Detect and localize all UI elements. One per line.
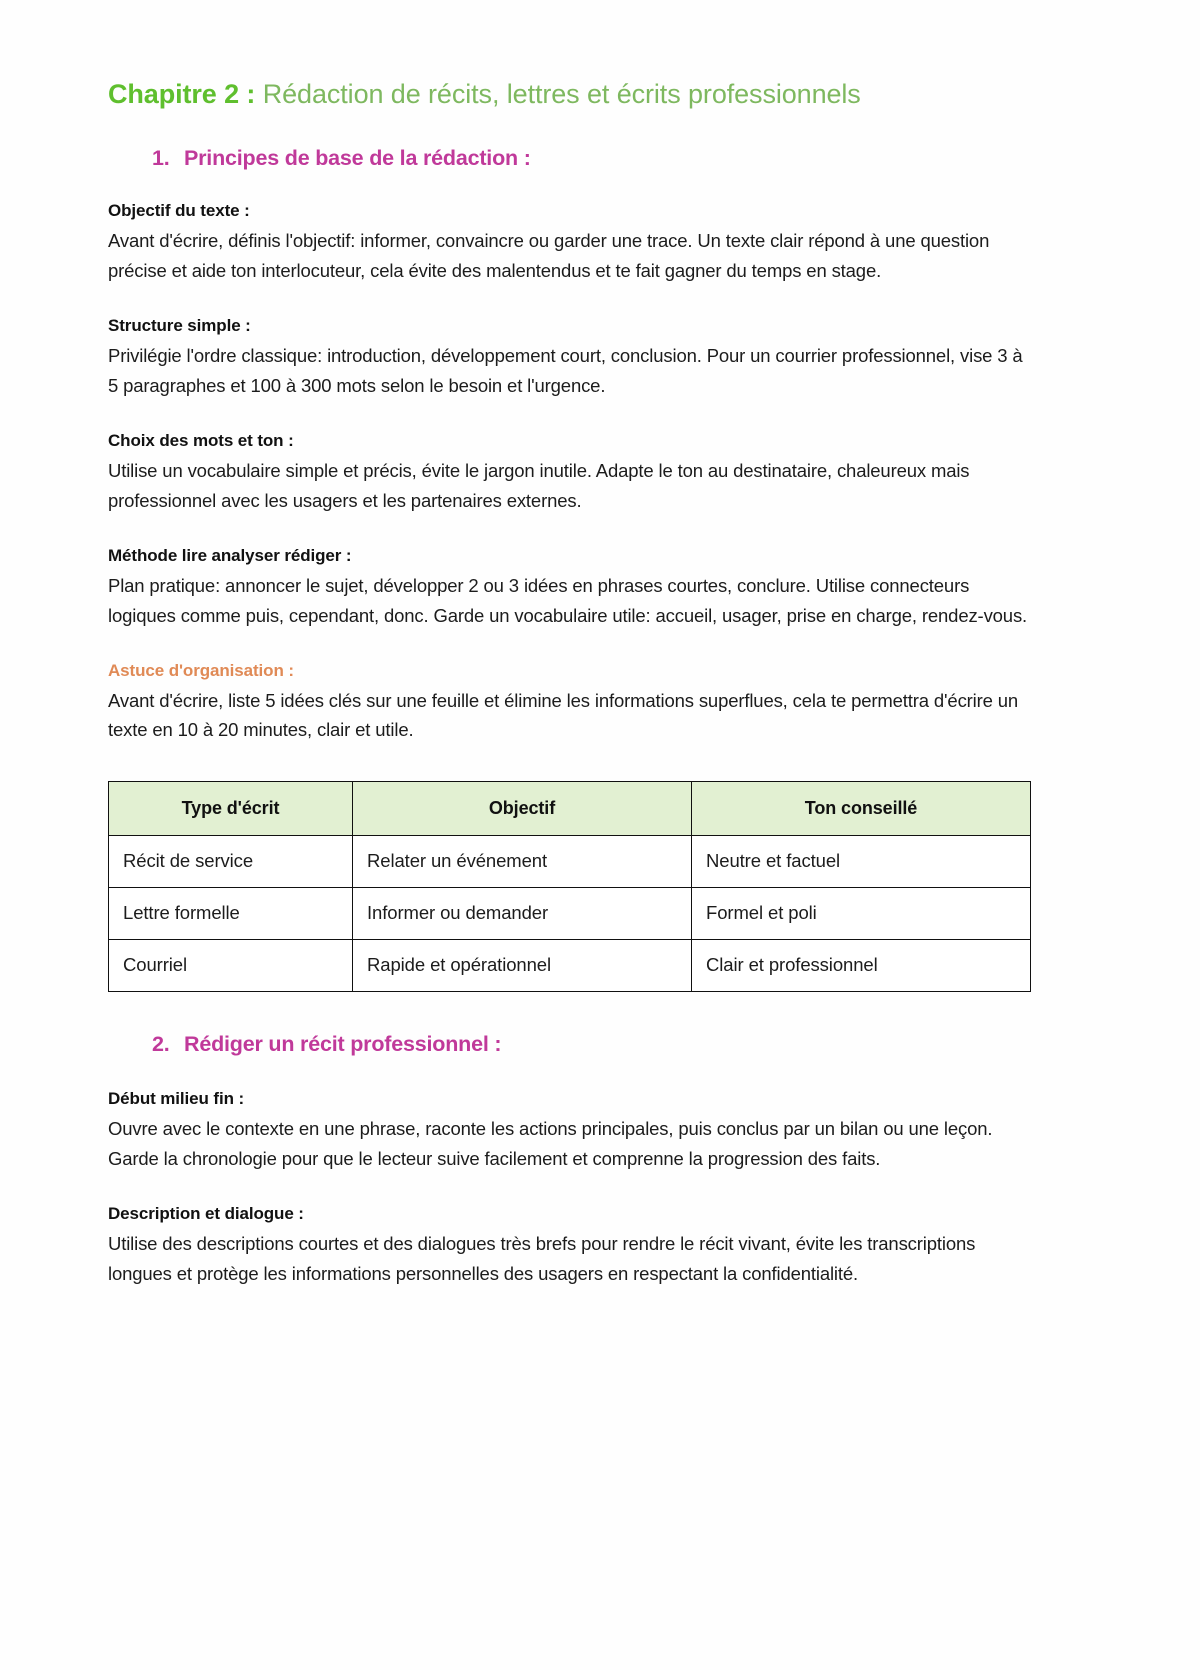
block-body-methode-lire-analyser-rediger: Plan pratique: annoncer le sujet, développer 2 ou 3 idées en phrases courtes, conclure. Utilise connecteurs logiques comme puis, cependant, donc. Garde un vocabulaire utile: accueil, usager, prise en charge, rendez-vous. [108,574,1028,626]
block-body-choix-des-mots-et-ton: Utilise un vocabulaire simple et précis, évite le jargon inutile. Adapte le ton au destinataire, chaleureux mais professionnel avec les usagers et les partenaires externes. [108,459,970,511]
table-row [109,939,1031,991]
block-methode-lire-analyser-rediger [108,546,1030,631]
table-cell: Informer ou demander [353,887,692,939]
block-objectif-du-texte [108,201,1030,286]
block-title-choix-des-mots-et-ton: Choix des mots et ton : [108,430,294,450]
block-body-description-et-dialogue: Utilise des descriptions courtes et des dialogues très brefs pour rendre le récit vivant, évite les transcriptions longues et protège les informations personnelles des usagers en respectant la confidentialité. [108,1232,976,1284]
block-title-astuce-d-organisation: Astuce d'organisation : [108,660,294,680]
table-header-row [109,782,1031,835]
table-cell: Formel et poli [692,887,1031,939]
table-row [109,887,1031,939]
table-cell: Courriel [109,939,353,991]
table-cell: Récit de service [109,835,353,887]
table-header-objectif: Objectif [353,782,692,835]
section-title-2: Rédiger un récit professionnel : [184,1031,502,1056]
table-cell: Lettre formelle [109,887,353,939]
block-title-structure-simple: Structure simple : [108,315,251,335]
table-cell: Rapide et opérationnel [353,939,692,991]
table-header-type-decrit: Type d'écrit [109,782,353,835]
block-body-structure-simple: Privilégie l'ordre classique: introduction, développement court, conclusion. Pour un courrier professionnel, vise 3 à 5 paragraphes et 100 à 300 mots selon le besoin et l'urgence. [108,344,1023,396]
table-cell: Neutre et factuel [692,835,1031,887]
table-cell: Relater un événement [353,835,692,887]
block-title-description-et-dialogue: Description et dialogue : [108,1203,304,1223]
block-body-astuce-d-organisation: Avant d'écrire, liste 5 idées clés sur une feuille et élimine les informations superflues, cela te permettra d'écrire un texte en 10 à 20 minutes, clair et utile. [108,689,1019,741]
chapter-subtitle: Rédaction de récits, lettres et écrits professionnels [255,79,861,109]
section-principes-de-base [108,146,1030,992]
block-title-objectif-du-texte: Objectif du texte : [108,200,250,220]
section-number-1: 1. [152,145,170,170]
table-row [109,835,1031,887]
section-title-1: Principes de base de la rédaction : [184,145,531,170]
block-choix-des-mots-et-ton [108,431,1030,516]
block-title-debut-milieu-fin: Début milieu fin : [108,1088,245,1108]
section-heading-1 [108,146,1030,171]
page-title [108,78,1030,112]
block-body-debut-milieu-fin: Ouvre avec le contexte en une phrase, raconte les actions principales, puis conclus par un bilan ou une leçon. Garde la chronologie pour que le lecteur suive facilement et comprenne la progression des faits. [108,1117,993,1169]
block-debut-milieu-fin [108,1089,1030,1174]
block-title-methode-lire-analyser-rediger: Méthode lire analyser rédiger : [108,545,352,565]
block-astuce-d-organisation [108,661,1030,746]
block-structure-simple [108,316,1030,401]
block-description-et-dialogue [108,1204,1030,1289]
chapter-label: Chapitre 2 : [108,79,256,109]
table-cell: Clair et professionnel [692,939,1031,991]
section-rediger-un-recit [108,1032,1030,1289]
table-header-ton-conseille: Ton conseillé [692,782,1031,835]
section-heading-2 [108,1032,1030,1057]
block-body-objectif-du-texte: Avant d'écrire, définis l'objectif: informer, convaincre ou garder une trace. Un texte clair répond à une question précise et aide ton interlocuteur, cela évite des malentendus et te fait gagner du temps en stage. [108,229,990,281]
writing-types-table [108,781,1031,991]
section-number-2: 2. [152,1031,170,1056]
